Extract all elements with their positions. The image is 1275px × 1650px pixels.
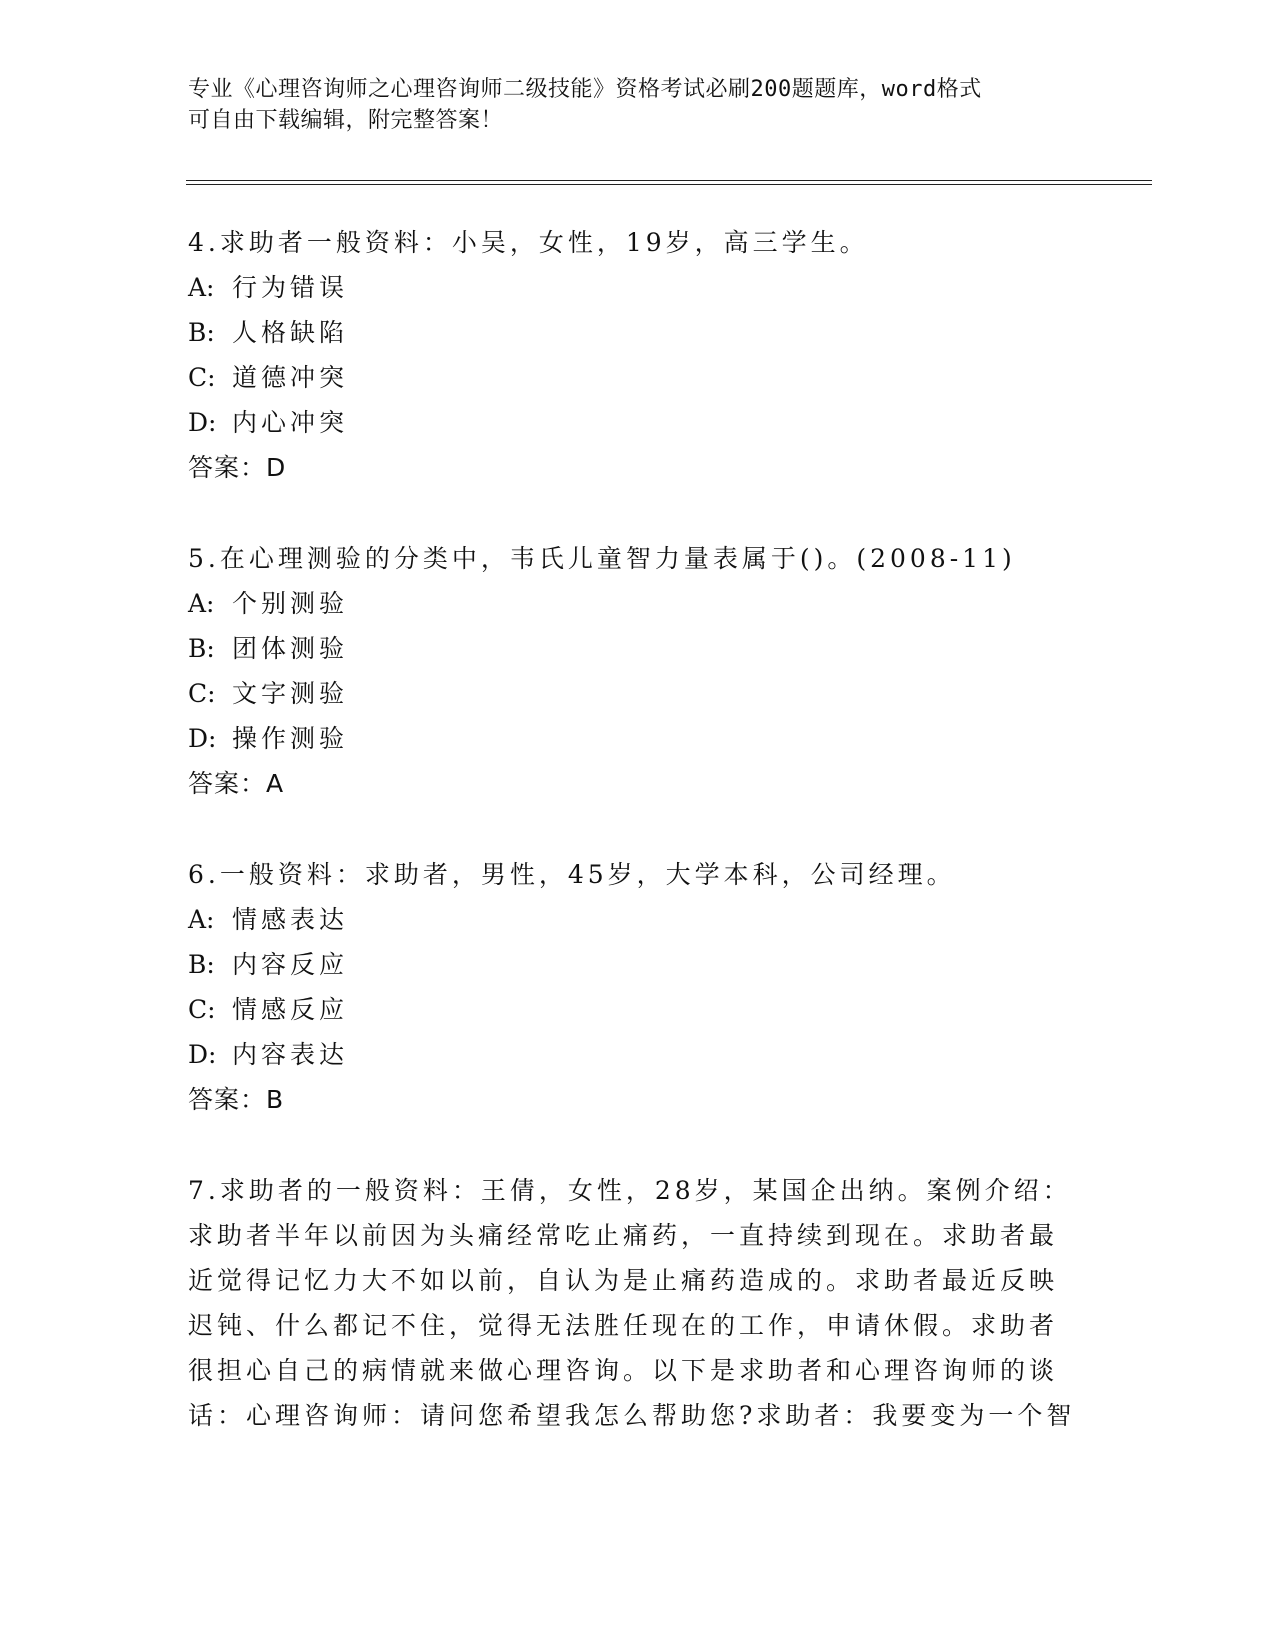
option-text: 文字测验 xyxy=(232,679,349,708)
header-line-2: 可自由下载编辑，附完整答案！ xyxy=(188,108,504,133)
paragraph-line: 迟钝、什么都记不住，觉得无法胜任现在的工作，申请休假。求助者 xyxy=(188,1311,1059,1340)
option-key: D: xyxy=(188,1040,217,1069)
option-text: 个别测验 xyxy=(232,589,349,618)
option-key: C: xyxy=(188,363,216,392)
option-d xyxy=(188,1032,1088,1077)
option-text: 内容表达 xyxy=(232,1040,349,1069)
paragraph-line: 近觉得记忆力大不如以前，自认为是止痛药造成的。求助者最近反映 xyxy=(188,1266,1059,1295)
question-stem: 6.一般资料：求助者，男性，45岁，大学本科，公司经理。 xyxy=(188,860,956,889)
option-text: 情感表达 xyxy=(232,905,349,934)
question-7 xyxy=(188,1168,1088,1438)
option-b xyxy=(188,942,1088,987)
header-divider-bottom xyxy=(186,184,1152,185)
option-text: 操作测验 xyxy=(232,724,349,753)
option-key: A: xyxy=(188,589,215,618)
option-key: B: xyxy=(188,318,215,347)
answer-line: 答案：D xyxy=(188,453,287,482)
option-key: B: xyxy=(188,950,215,979)
header-divider-top xyxy=(186,180,1152,181)
option-b xyxy=(188,626,1088,671)
paragraph-line: 7.求助者的一般资料：王倩，女性，28岁，某国企出纳。案例介绍： xyxy=(188,1176,1072,1205)
paragraph-line: 话：心理咨询师：请问您希望我怎么帮助您?求助者：我要变为一个智 xyxy=(188,1401,1076,1430)
option-text: 团体测验 xyxy=(232,634,349,663)
option-key: B: xyxy=(188,634,215,663)
option-key: C: xyxy=(188,995,216,1024)
option-text: 内容反应 xyxy=(232,950,349,979)
question-4 xyxy=(188,220,1088,490)
answer-line: 答案：B xyxy=(188,1085,285,1114)
option-c xyxy=(188,671,1088,716)
option-key: C: xyxy=(188,679,216,708)
option-a xyxy=(188,897,1088,942)
option-b xyxy=(188,310,1088,355)
question-stem: 5.在心理测验的分类中，韦氏儿童智力量表属于()。(2008-11) xyxy=(188,544,1016,573)
option-c xyxy=(188,355,1088,400)
option-d xyxy=(188,716,1088,761)
header-line-1: 专业《心理咨询师之心理咨询师二级技能》资格考试必刷200题题库，word格式 xyxy=(188,77,982,102)
option-d xyxy=(188,400,1088,445)
document-header xyxy=(188,74,1088,136)
question-stem: 4.求助者一般资料：小吴，女性，19岁，高三学生。 xyxy=(188,228,869,257)
question-6 xyxy=(188,852,1088,1122)
option-a xyxy=(188,265,1088,310)
option-text: 行为错误 xyxy=(232,273,349,302)
option-text: 人格缺陷 xyxy=(232,318,349,347)
option-c xyxy=(188,987,1088,1032)
paragraph-line: 很担心自己的病情就来做心理咨询。以下是求助者和心理咨询师的谈 xyxy=(188,1356,1059,1385)
paragraph-line: 求助者半年以前因为头痛经常吃止痛药，一直持续到现在。求助者最 xyxy=(188,1221,1059,1250)
option-key: A: xyxy=(188,273,215,302)
answer-line: 答案：A xyxy=(188,769,285,798)
option-text: 内心冲突 xyxy=(232,408,349,437)
option-a xyxy=(188,581,1088,626)
option-key: D: xyxy=(188,724,217,753)
option-text: 情感反应 xyxy=(232,995,349,1024)
option-text: 道德冲突 xyxy=(232,363,349,392)
question-5 xyxy=(188,536,1088,806)
option-key: A: xyxy=(188,905,215,934)
option-key: D: xyxy=(188,408,217,437)
